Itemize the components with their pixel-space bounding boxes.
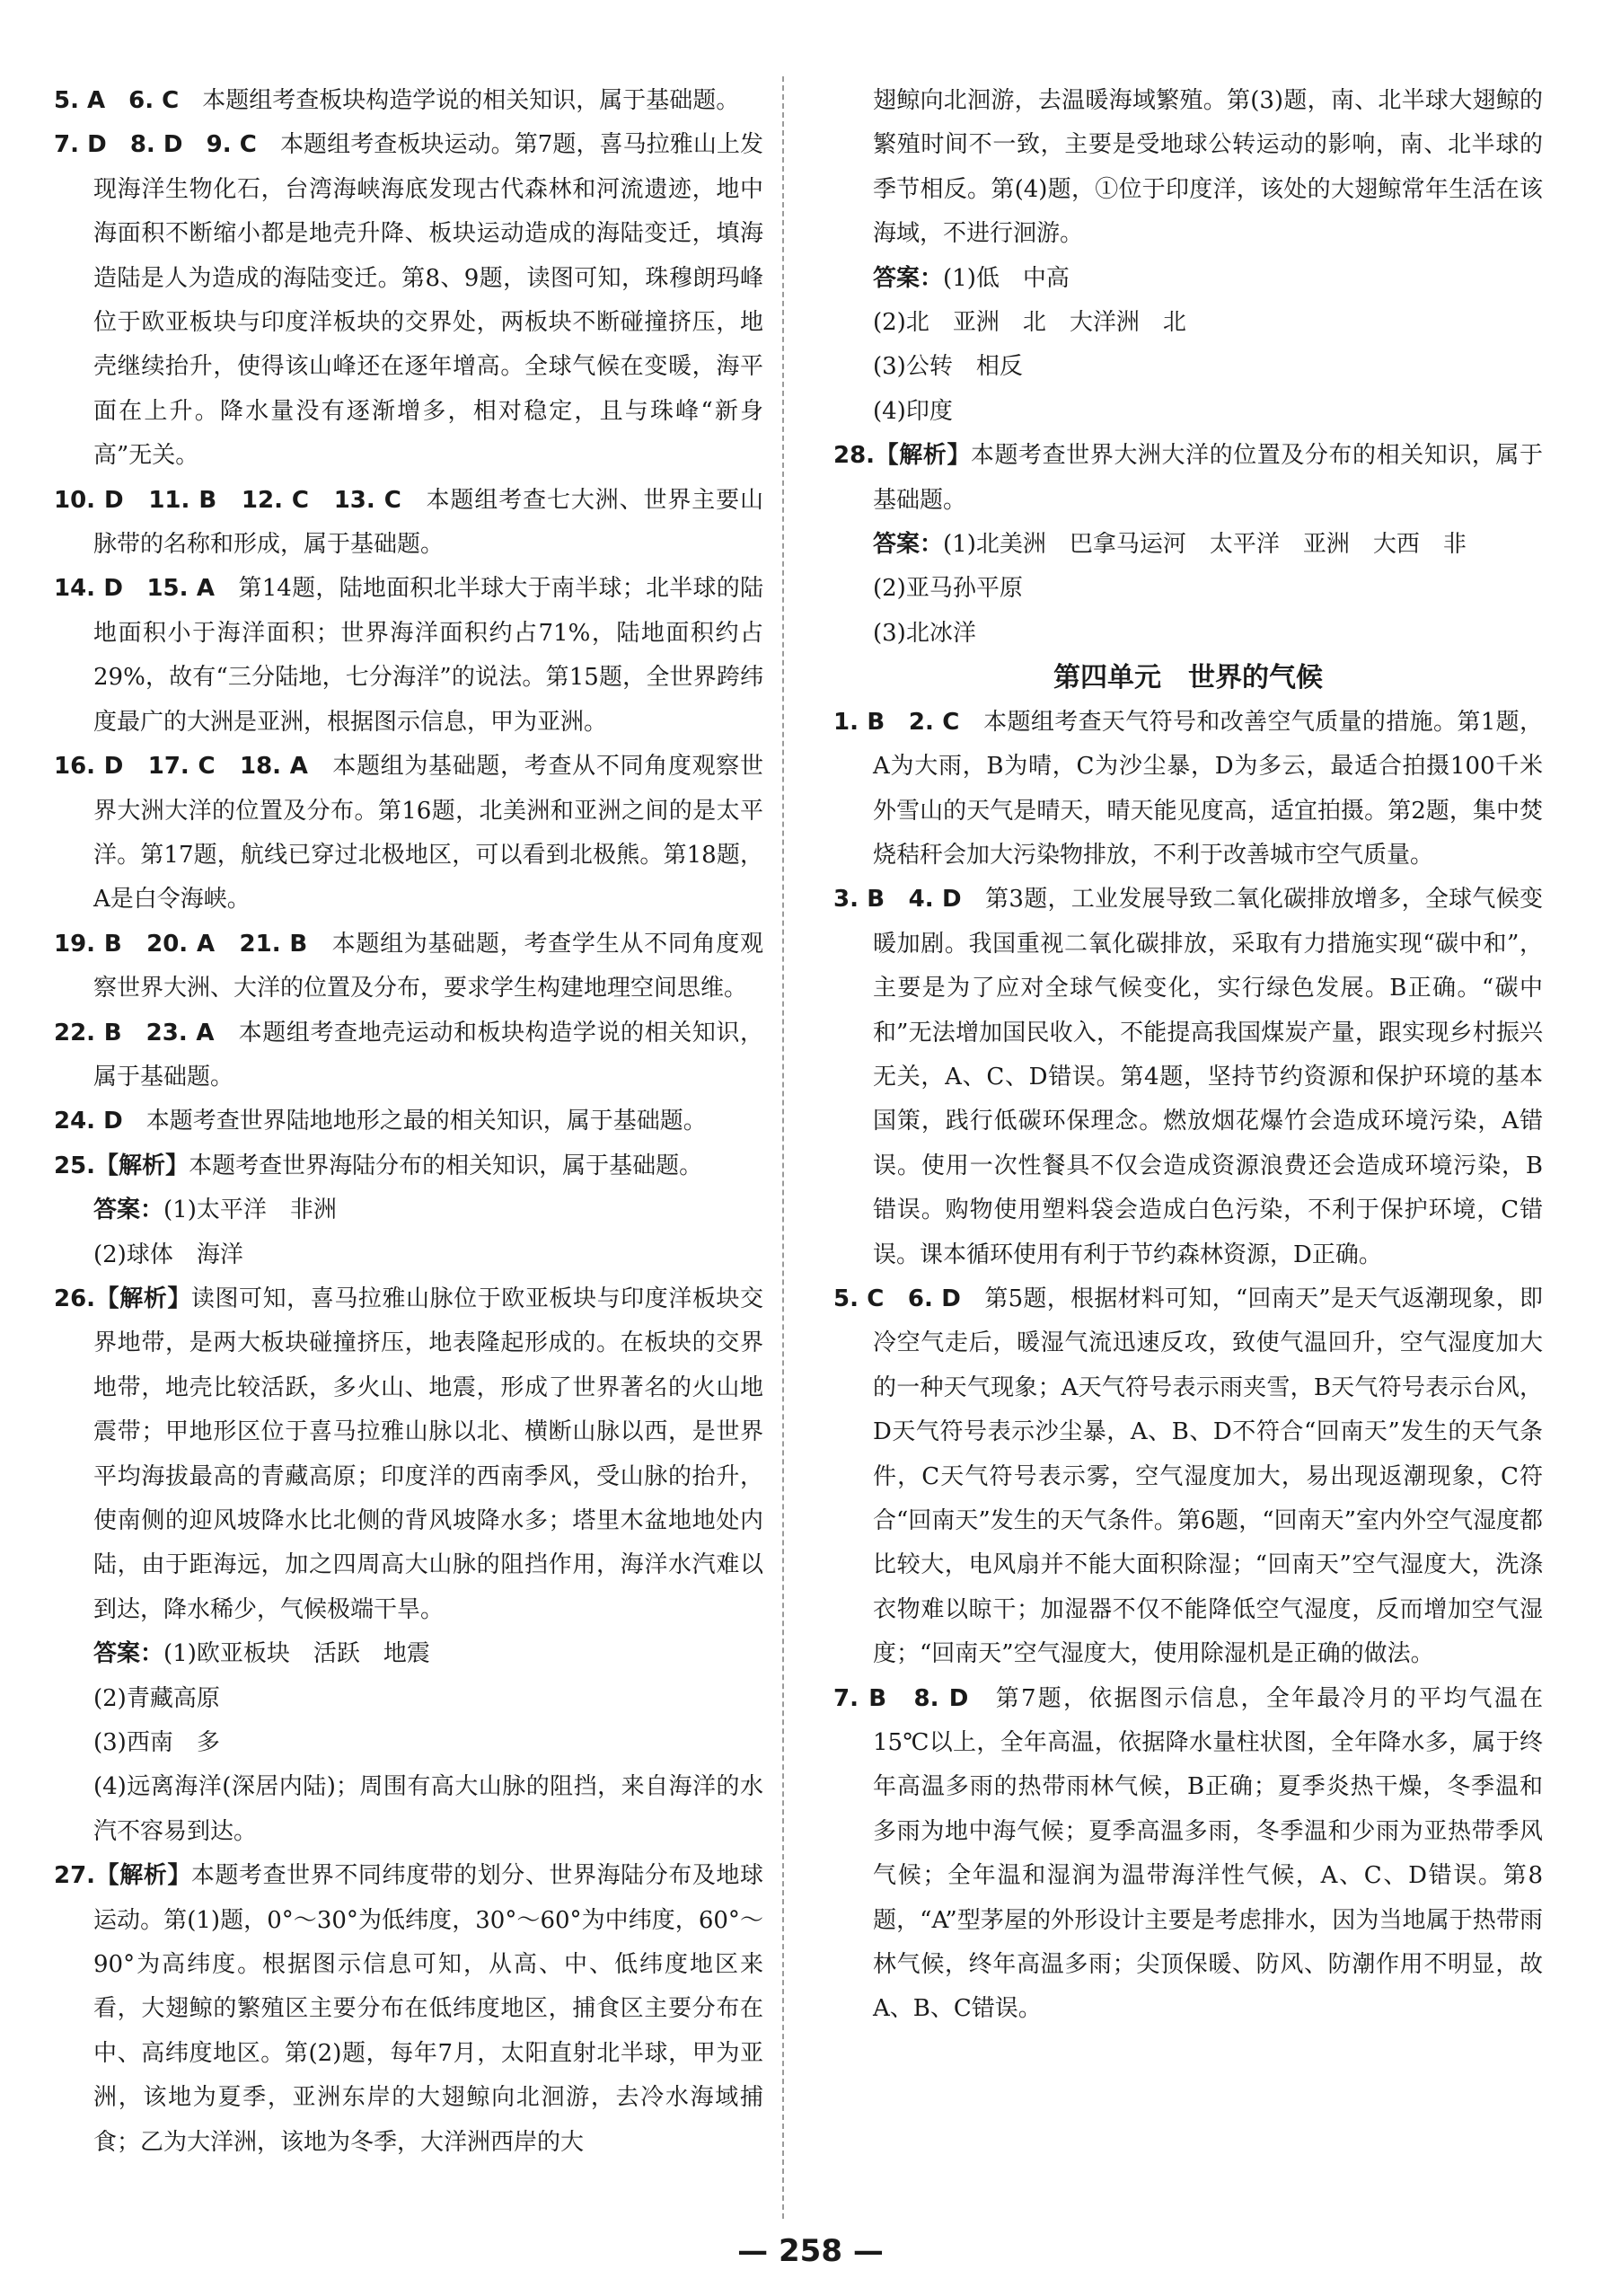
answer-item: (3)公转 相反 xyxy=(873,353,1023,381)
answer-entry xyxy=(54,1011,763,1100)
answer-entry xyxy=(833,878,1543,1277)
answer-item: (4)印度 xyxy=(873,397,953,425)
question-numbers: 5. C 6. D xyxy=(833,1285,961,1312)
section-title: 第四单元 世界的气候 xyxy=(1053,662,1323,694)
explanation-text: 本题考查世界大洲大洋的位置及分布的相关知识，属于基础题。 xyxy=(873,442,1543,514)
explanation-text: 本题考查世界不同纬度带的划分、世界海陆分布及地球运动。第(1)题，0°～30°为低纬度，30°～60°为中纬度，60°～90°为高纬度。根据图示信息可知，从高、中、低纬度地区来看，大翅鲸的繁殖区主要分布在低纬度地区，捕食区主要分布在中、高纬度地区。第(2)题，每年7月，太阳直射北半球，甲为亚洲，该地为夏季，亚洲东岸的大翅鲸向北洄游，去冷水海域捕食；乙为大洋洲，该地为冬季，大洋洲西岸的大 xyxy=(93,1862,763,2156)
explanation-text: 本题组考查板块构造学说的相关知识，属于基础题。 xyxy=(179,87,740,114)
explanation-text: 本题考查世界陆地地形之最的相关知识，属于基础题。 xyxy=(122,1108,707,1135)
question-numbers: 22. B 23. A xyxy=(54,1019,215,1046)
explanation-text: 第3题，工业发展导致二氧化碳排放增多，全球气候变暖加剧。我国重视二氧化碳排放，采取有力措施实现“碳中和”，主要是为了应对全球气候变化，实行绿色发展。B正确。“碳中和”无法增加国民收入，不能提高我国煤炭产量，跟实现乡村振兴无关，A、C、D错误。第4题，坚持节约资源和保护环境的基本国策，践行低碳环保理念。燃放烟花爆竹会造成环境污染，A错误。使用一次性餐具不仅会造成资源浪费还会造成环境污染，B错误。购物使用塑料袋会造成白色污染，不利于保护环境，C错误。课本循环使用有利于节约森林资源，D正确。 xyxy=(873,886,1543,1268)
answer-label: 答案： xyxy=(873,531,944,559)
answer-text: (1)欧亚板块 活跃 地震 xyxy=(163,1640,430,1668)
answer-item: (2)北 亚洲 北 大洋洲 北 xyxy=(873,309,1186,337)
answer-text: (1)北美洲 巴拿马运河 太平洋 亚洲 大西 非 xyxy=(943,531,1467,559)
left-column xyxy=(54,79,763,2165)
explanation-text: 本题组为基础题，考查学生从不同角度观察世界大洲、大洋的位置及分布，要求学生构建地理空间思维。 xyxy=(93,930,763,1002)
question-numbers: 14. D 15. A xyxy=(54,575,215,603)
answer-line xyxy=(833,257,1543,301)
answer-entry xyxy=(54,1854,763,2165)
explanation-text: 第5题，根据材料可知，“回南天”是天气返潮现象，即冷空气走后，暖湿气流迅速反攻，致使气温回升，空气湿度加大的一种天气现象；A天气符号表示雨夹雪，B天气符号表示台风，D天气符号表示沙尘暴，A、B、D不符合“回南天”发生的天气条件，C天气符号表示雾，空气湿度加大，易出现返潮现象，C符合“回南天”发生的天气条件。第6题，“回南天”室内外空气湿度都比较大，电风扇并不能大面积除湿；“回南天”空气湿度大，洗涤衣物难以晾干；加湿器不仅不能降低空气湿度，反而增加空气湿度；“回南天”空气湿度大，使用除湿机是正确的做法。 xyxy=(873,1285,1543,1668)
answer-entry xyxy=(54,79,763,123)
answer-entry xyxy=(833,1277,1543,1677)
question-numbers: 3. B 4. D xyxy=(833,886,962,914)
answer-entry xyxy=(833,434,1543,523)
answer-label: 答案： xyxy=(93,1197,164,1224)
answer-entry xyxy=(54,1144,763,1188)
answer-line xyxy=(833,523,1543,567)
column-divider xyxy=(782,76,784,2219)
answer-label: 答案： xyxy=(873,264,944,292)
answer-entry xyxy=(54,745,763,923)
question-numbers: 27.【解析】 xyxy=(54,1862,191,1890)
explanation-text: 读图可知，喜马拉雅山脉位于欧亚板块与印度洋板块交界地带，是两大板块碰撞挤压，地表隆起形成的。在板块的交界地带，地壳比较活跃，多火山、地震，形成了世界著名的火山地震带；甲地形区位于喜马拉雅山脉以北、横断山脉以西，是世界平均海拔最高的青藏高原；印度洋的西南季风，受山脉的抬升，使南侧的迎风坡降水比北侧的背风坡降水多；塔里木盆地地处内陆，由于距海远，加之四周高大山脉的阻挡作用，海洋水汽难以到达，降水稀少，气候极端干旱。 xyxy=(93,1285,763,1623)
question-numbers: 25.【解析】 xyxy=(54,1152,189,1179)
explanation-text: 本题组考查板块运动。第7题，喜马拉雅山上发现海洋生物化石，台湾海峡海底发现古代森林和河流遗迹，地中海面积不断缩小都是地壳升降、板块运动造成的海陆变迁，填海造陆是人为造成的海陆变迁。第8、9题，读图可知，珠穆朗玛峰位于欧亚板块与印度洋板块的交界处，两板块不断碰撞挤压，地壳继续抬升，使得该山峰还在逐年增高。全球气候在变暖，海平面在上升。降水量没有逐渐增多，相对稳定，且与珠峰“新身高”无关。 xyxy=(93,131,763,470)
explanation-text: 第14题，陆地面积北半球大于南半球；北半球的陆地面积小于海洋面积；世界海洋面积约占71%，陆地面积约占29%，故有“三分陆地，七分海洋”的说法。第15题，全世界跨纬度最广的大洲是亚洲，根据图示信息，甲为亚洲。 xyxy=(93,575,763,736)
answer-item: (4)远离海洋(深居内陆)；周围有高大山脉的阻挡，来自海洋的水汽不容易到达。 xyxy=(93,1773,763,1845)
paragraph-continuation: 翅鲸向北洄游，去温暖海域繁殖。第(3)题，南、北半球大翅鲸的繁殖时间不一致，主要是受地球公转运动的影响，南、北半球的季节相反。第(4)题，①位于印度洋，该处的大翅鲸常年生活在该海域，不进行洄游。 xyxy=(873,87,1543,248)
question-numbers: 7. D 8. D 9. C xyxy=(54,131,257,159)
question-numbers: 26.【解析】 xyxy=(54,1285,191,1312)
explanation-text: 本题组为基础题，考查从不同角度观察世界大洲大洋的位置及分布。第16题，北美洲和亚洲之间的是太平洋。第17题，航线已穿过北极地区，可以看到北极熊。第18题，A是白令海峡。 xyxy=(93,753,763,914)
question-numbers: 19. B 20. A 21. B xyxy=(54,930,308,958)
answer-entry xyxy=(54,1277,763,1632)
answer-entry xyxy=(54,567,763,745)
question-numbers: 16. D 17. C 18. A xyxy=(54,753,308,781)
answer-entry xyxy=(833,1677,1543,2032)
explanation-text: 本题组考查地壳运动和板块构造学说的相关知识，属于基础题。 xyxy=(93,1019,763,1091)
explanation-text: 本题组考查天气符号和改善空气质量的措施。第1题，A为大雨，B为晴，C为沙尘暴，D为多云，最适合拍摄100千米外雪山的天气是晴天，晴天能见度高，适宜拍摄。第2题，集中焚烧秸秆会加大污染物排放，不利于改善城市空气质量。 xyxy=(873,708,1543,869)
answer-text: (1)太平洋 非洲 xyxy=(163,1197,337,1224)
answer-item: (2)亚马孙平原 xyxy=(873,575,1023,603)
answer-entry xyxy=(54,479,763,568)
question-numbers: 10. D 11. B 12. C 13. C xyxy=(54,486,401,514)
answer-label: 答案： xyxy=(93,1640,164,1668)
answer-item: (3)北冰洋 xyxy=(873,619,976,647)
answer-line xyxy=(54,1188,763,1232)
answer-text: (1)低 中高 xyxy=(943,264,1070,292)
explanation-text: 本题组考查七大洲、世界主要山脉带的名称和形成，属于基础题。 xyxy=(93,486,763,559)
answer-item: (3)西南 多 xyxy=(93,1729,220,1757)
right-column xyxy=(833,79,1543,2032)
page-number: — 258 — xyxy=(737,2233,884,2269)
question-numbers: 28.【解析】 xyxy=(833,442,971,470)
question-numbers: 1. B 2. C xyxy=(833,708,960,736)
question-numbers: 5. A 6. C xyxy=(54,87,180,114)
answer-item: (2)青藏高原 xyxy=(93,1684,220,1712)
answer-line xyxy=(54,1632,763,1676)
answer-entry xyxy=(54,1099,763,1144)
question-numbers: 7. B 8. D xyxy=(833,1684,969,1712)
explanation-text: 本题考查世界海陆分布的相关知识，属于基础题。 xyxy=(189,1152,703,1179)
answer-item: (2)球体 海洋 xyxy=(93,1241,243,1268)
explanation-text: 第7题，依据图示信息，全年最冷月的平均气温在15℃以上，全年高温，依据降水量柱状图，全年降水多，属于终年高温多雨的热带雨林气候，B正确；夏季炎热干燥，冬季温和多雨为地中海气候；夏季高温多雨，冬季温和少雨为亚热带季风气候；全年温和湿润为温带海洋性气候，A、C、D错误。第8题，“A”型茅屋的外形设计主要是考虑排水，因为当地属于热带雨林气候，终年高温多雨；尖顶保暖、防风、防潮作用不明显，故A、B、C错误。 xyxy=(873,1684,1543,2023)
answer-entry xyxy=(54,123,763,478)
answer-entry xyxy=(54,923,763,1011)
answer-entry xyxy=(833,701,1543,879)
question-numbers: 24. D xyxy=(54,1108,123,1135)
